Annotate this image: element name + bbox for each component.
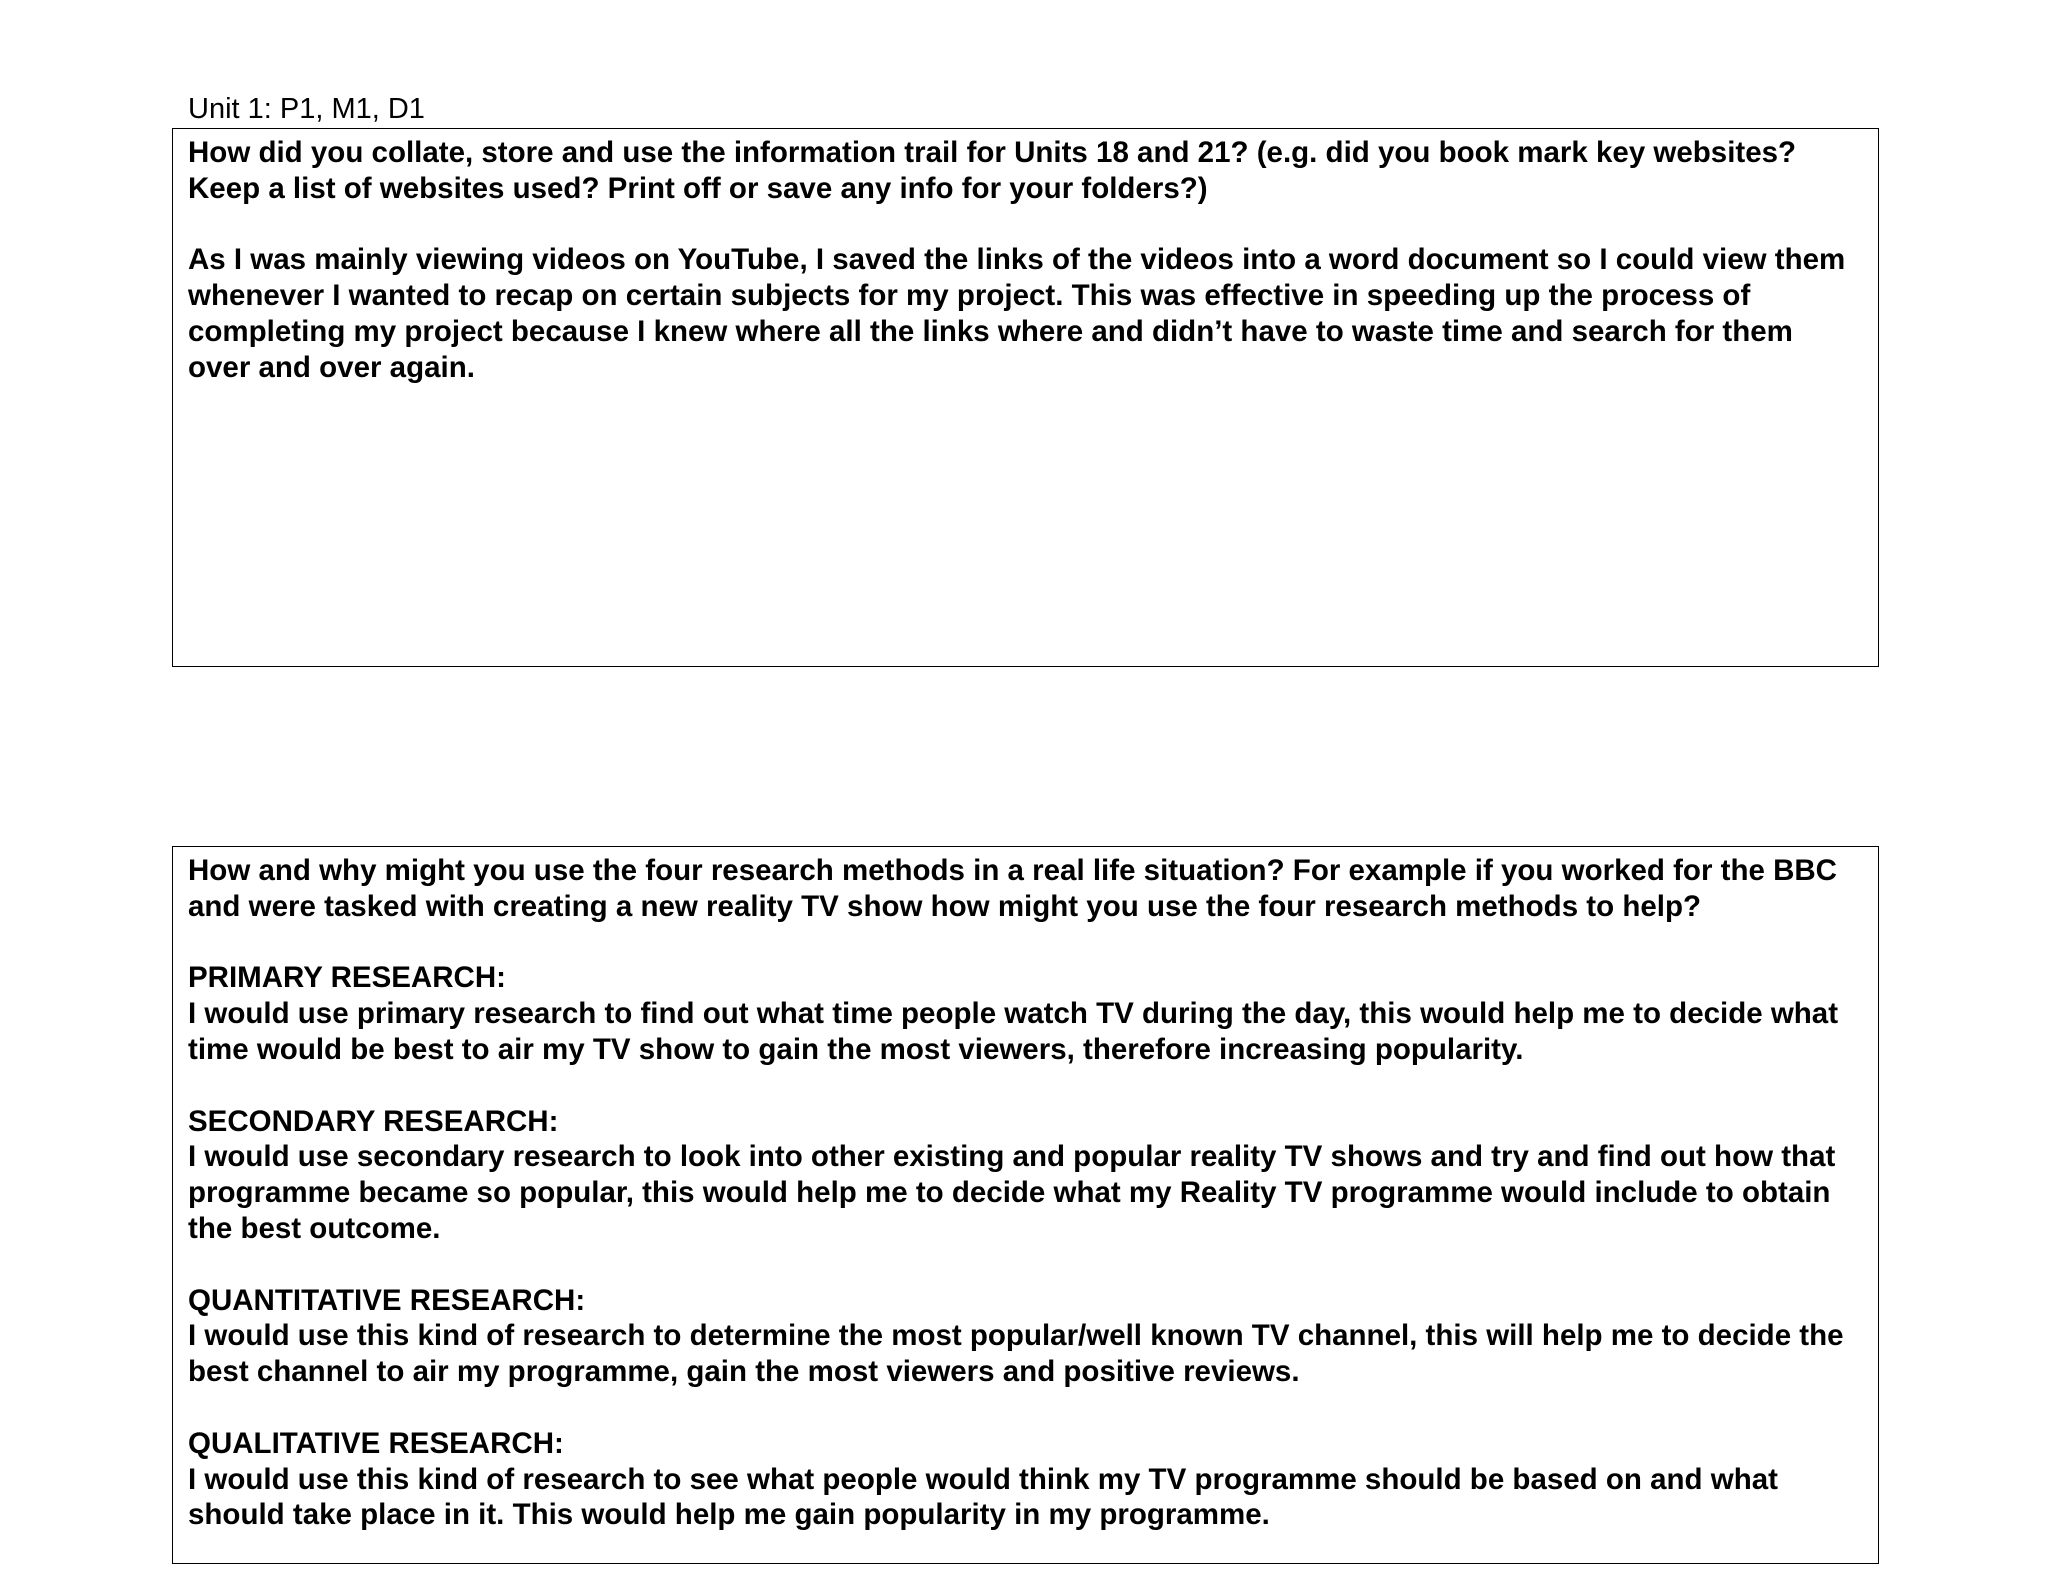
paragraph-gap (188, 1247, 1862, 1283)
paragraph-gap (188, 1390, 1862, 1426)
qualitative-research-heading: QUALITATIVE RESEARCH: (188, 1426, 564, 1460)
research-methods-box (172, 846, 1879, 1564)
information-trail-question: How did you collate, store and use the information trail for Units 18 and 21? (e.g. did you book mark key websites? Keep a list of websites used? Print off or save any info for your folders?) (188, 136, 1797, 205)
quantitative-research-text: I would use this kind of research to determine the most popular/well known TV channel, this will help me to decide the best channel to air my programme, gain the most viewers and positive reviews. (188, 1319, 1844, 1389)
information-trail-box (172, 128, 1879, 667)
unit-heading: Unit 1: P1, M1, D1 (188, 93, 425, 125)
primary-research-text: I would use primary research to find out what time people watch TV during the day, this would help me to decide what time would be best to air my TV show to gain the most viewers, therefore increasing popularity. (188, 997, 1839, 1066)
paragraph-gap (188, 207, 1862, 243)
quantitative-research-heading: QUANTITATIVE RESEARCH: (188, 1283, 586, 1317)
secondary-research-text: I would use secondary research to look into other existing and popular reality TV shows and try and find out how that programme became so popular, this would help me to decide what my Reality TV programme would include to obtain the best outcome. (188, 1140, 1836, 1245)
paragraph-gap (188, 1068, 1862, 1104)
research-methods-question: How and why might you use the four research methods in a real life situation? For example if you worked for the BBC and were tasked with creating a new reality TV show how might you use the four research methods to help? (188, 854, 1837, 923)
information-trail-answer: As I was mainly viewing videos on YouTube, I saved the links of the videos into a word document so I could view them whenever I wanted to recap on certain subjects for my project. This was effective in speeding up the process of completing my project because I knew where all the links where and didn’t have to waste time and search for them over and over again. (188, 243, 1846, 384)
secondary-research-heading: SECONDARY RESEARCH: (188, 1104, 559, 1138)
qualitative-research-text: I would use this kind of research to see what people would think my TV programme should be based on and what should take place in it. This would help me gain popularity in my programme. (188, 1462, 1778, 1532)
primary-research-heading: PRIMARY RESEARCH: (188, 961, 506, 995)
paragraph-gap (188, 925, 1862, 961)
